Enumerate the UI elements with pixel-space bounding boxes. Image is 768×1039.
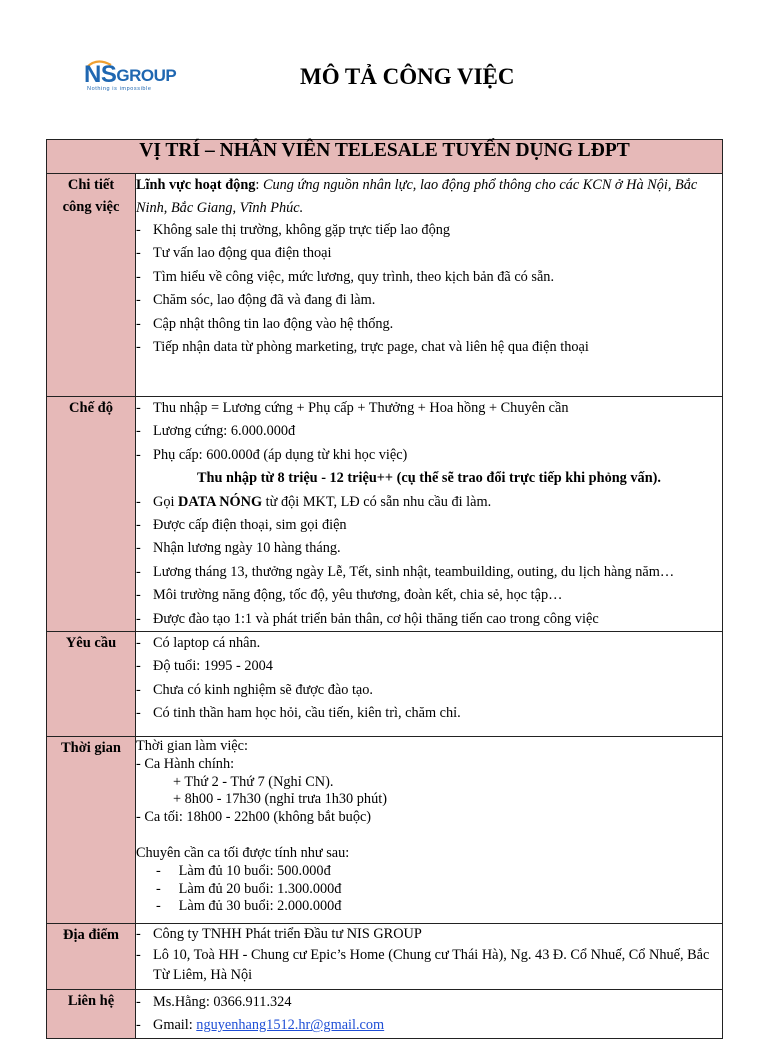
schedule-line: - Ca tối: 18h00 - 22h00 (không bắt buộc) [136,809,372,826]
list-item: - Lương cứng: 6.000.000đ [136,423,296,440]
list-item: - Không sale thị trường, không gặp trực tiếp lao động [136,222,451,238]
job-description-table [46,139,723,1039]
row-details [47,174,723,397]
list-item: - Có laptop cá nhân. [136,635,261,652]
list-item: - Tìm hiểu về công việc, mức lương, quy trình, theo kịch bản đã có sẵn. [136,268,555,285]
income-note: Thu nhập từ 8 triệu - 12 triệu++ (cụ thể sẽ trao đổi trực tiếp khi phỏng vấn). [197,470,661,487]
logo-tagline: Nothing is impossible [87,86,152,92]
label-details: Chi tiết công việc [47,174,136,397]
attendance-line: - Làm đủ 20 buổi: 1.300.000đ [156,880,342,897]
position-title: VỊ TRÍ – NHÂN VIÊN TELESALE TUYỂN DỤNG LĐPT [47,140,723,174]
row-benefits [47,397,723,632]
schedule-heading: Thời gian làm việc: [136,738,248,755]
list-item: - Lô 10, Toà HH - Chung cư Epic’s Home (Chung cư Thái Hà), Ng. 43 Đ. Cổ Nhuế, Cổ Nhuế, Bắc Từ Liêm, Hà Nội [136,946,710,984]
logo-ns: NS [84,61,117,88]
list-item: - Tiếp nhận data từ phòng marketing, trực page, chat và liên hệ qua điện thoại [136,339,589,356]
list-item: - Được đào tạo 1:1 và phát triển bản thân, cơ hội thăng tiến cao trong công việc [136,610,599,627]
label-contact: Liên hệ [47,990,136,1039]
attendance-line: - Làm đủ 10 buổi: 500.000đ [156,862,331,879]
attendance-heading: Chuyên cần ca tối được tính như sau: [136,845,350,862]
list-item: - Gọi DATA NÓNG từ đội MKT, LĐ có sẵn nhu cầu đi làm. [136,493,492,510]
label-benefits: Chế độ [47,397,136,632]
schedule-line: + 8h00 - 17h30 (nghỉ trưa 1h30 phút) [173,791,387,808]
content-location [136,924,723,990]
schedule-line: - Ca Hành chính: [136,755,235,772]
page-title: MÔ TẢ CÔNG VIỆC [300,64,515,89]
row-location [47,924,723,990]
attendance-line: - Làm đủ 30 buổi: 2.000.000đ [156,898,342,915]
company-logo [84,62,188,96]
list-item: - Cập nhật thông tin lao động vào hệ thống. [136,315,394,332]
list-item: - Chưa có kinh nghiệm sẽ được đào tạo. [136,681,373,698]
list-item: - Lương tháng 13, thưởng ngày Lễ, Tết, sinh nhật, teambuilding, outing, du lịch hàng năm… [136,563,675,580]
field-of-activity: Lĩnh vực hoạt động: Cung ứng nguồn nhân lực, lao động phổ thông cho các KCN ở Hà Nội, Bắc Ninh, Bắc Giang, Vĩnh Phúc. [136,177,698,216]
logo-group: GROUP [116,66,177,85]
content-benefits [136,397,723,632]
contact-phone: - Ms.Hằng: 0366.911.324 [136,994,292,1011]
list-item: - Môi trường năng động, tốc độ, yêu thương, đoàn kết, chia sẻ, học tập… [136,587,563,604]
list-item: - Có tinh thần ham học hỏi, cầu tiến, kiên trì, chăm chỉ. [136,705,461,722]
list-item: - Tư vấn lao động qua điện thoại [136,245,332,262]
list-item: - Phụ cấp: 600.000đ (áp dụng từ khi học việc) [136,446,408,463]
list-item: - Được cấp điện thoại, sim gọi điện [136,517,347,534]
list-item: - Độ tuổi: 1995 - 2004 [136,658,273,675]
content-contact [136,990,723,1039]
contact-email: - Gmail: nguyenhang1512.hr@gmail.com [136,1017,385,1034]
row-contact [47,990,723,1039]
content-schedule [136,737,723,924]
label-requirements: Yêu cầu [47,632,136,737]
row-schedule [47,737,723,924]
content-details [136,174,723,397]
email-link[interactable]: nguyenhang1512.hr@gmail.com [196,1017,385,1034]
list-item: - Công ty TNHH Phát triển Đầu tư NIS GROUP [136,926,422,943]
list-item: - Nhận lương ngày 10 hàng tháng. [136,540,341,557]
schedule-line: + Thứ 2 - Thứ 7 (Nghỉ CN). [173,773,334,790]
label-schedule: Thời gian [47,737,136,924]
content-requirements [136,632,723,737]
list-item: - Chăm sóc, lao động đã và đang đi làm. [136,292,376,309]
row-requirements [47,632,723,737]
label-location: Địa điểm [47,924,136,990]
list-item: - Thu nhập = Lương cứng + Phụ cấp + Thưởng + Hoa hồng + Chuyên cần [136,400,569,416]
